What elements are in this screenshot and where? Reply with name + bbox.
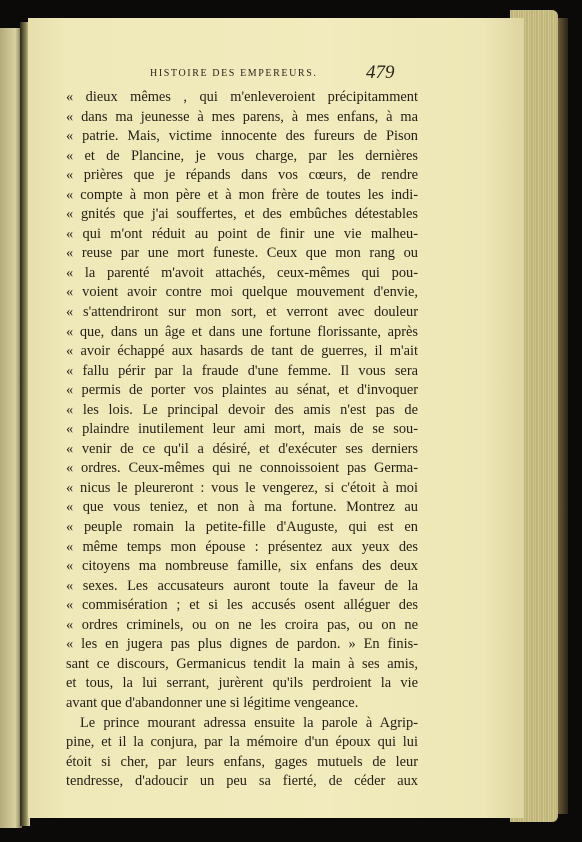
text-line: « citoyens ma nombreuse famille, six enfans des deux: [66, 558, 418, 575]
text-line: « plaindre inutilement leur ami mort, mais de se sou-: [66, 421, 418, 438]
text-line: tendresse, d'adoucir un peu sa fierté, de céder aux: [66, 773, 418, 790]
text-line: « voient avoir contre moi quelque mouvement d'envie,: [66, 284, 418, 301]
text-line: « même temps mon épouse : présentez aux yeux des: [66, 538, 418, 555]
text-line: étoit si cher, par leurs enfans, gages mutuels de leur: [66, 753, 418, 770]
text-line: « reuse par une mort funeste. Ceux que mon rang ou: [66, 245, 418, 262]
running-title: HISTOIRE DES EMPEREURS.: [150, 68, 318, 79]
text-line: « patrie. Mais, victime innocente des fureurs de Pison: [66, 128, 418, 145]
text-line: « sexes. Les accusateurs auront toute la faveur de la: [66, 577, 418, 594]
text-line: « fallu périr par la fraude d'une femme. Il vous sera: [66, 362, 418, 379]
text-line: et tous, la lui serrant, jurèrent qu'ils perdroient la vie: [66, 675, 418, 692]
text-line: « s'attendriront sur mon sort, et verront avec douleur: [66, 304, 418, 321]
text-line: « gnités que j'ai souffertes, et des embûches détestables: [66, 206, 418, 223]
text-line: « que vous teniez, et non à ma fortune. Montrez au: [66, 499, 418, 516]
text-line: « dieux mêmes , qui m'enleveroient précipitamment: [66, 89, 418, 105]
text-line: « commisération ; et si les accusés osent alléguer des: [66, 597, 418, 614]
text-line: « compte à mon père et à mon frère de toutes les indi-: [66, 186, 418, 203]
text-line: « et de Plancine, je vous charge, par les dernières: [66, 147, 418, 164]
text-line: « la parenté m'avoit attachés, ceux-mêmes qui pou-: [66, 264, 418, 281]
text-line: « que, dans un âge et dans une fortune florissante, après: [66, 323, 418, 340]
text-line: « les en jugera pas plus dignes de pardon. » En finis-: [66, 636, 418, 653]
text-line: « prières que je répands dans vos cœurs, de rendre: [66, 167, 418, 184]
text-line: pine, et il la conjura, par la mémoire d'un époux qui lui: [66, 734, 418, 751]
body-text: [66, 88, 418, 792]
text-line: sant ce discours, Germanicus tendit la main à ses amis,: [66, 655, 418, 672]
text-line: « les lois. Le principal devoir des amis n'est pas de: [66, 401, 418, 418]
text-line: « qui m'ont réduit au point de finir une vie malheu-: [66, 225, 418, 242]
text-line: « avoir échappé aux hasards de tant de guerres, il m'ait: [66, 343, 418, 360]
text-line: « ordres. Ceux-mêmes qui ne connoissoient pas Germa-: [66, 460, 418, 477]
page-number: 479: [366, 62, 395, 83]
facing-page-edge: [0, 28, 22, 828]
text-line: « venir de ce qu'il a désiré, et d'exécuter ses derniers: [66, 440, 418, 457]
text-line: « nicus le pleureront : vous le vengerez, si c'étoit à moi: [66, 479, 418, 496]
text-line: « permis de porter vos plaintes au sénat, et d'invoquer: [66, 382, 418, 399]
text-line: Le prince mourant adressa ensuite la parole à Agrip-: [80, 714, 418, 731]
text-line: « ordres criminels, ou on ne les croira pas, ou on ne: [66, 616, 418, 633]
text-line: avant que d'abandonner une si légitime vengeance.: [66, 694, 359, 711]
text-line: « peuple romain la petite-fille d'Auguste, qui est en: [66, 519, 418, 536]
text-line: « dans ma jeunesse à mes parens, à mes enfans, à ma: [66, 108, 418, 125]
